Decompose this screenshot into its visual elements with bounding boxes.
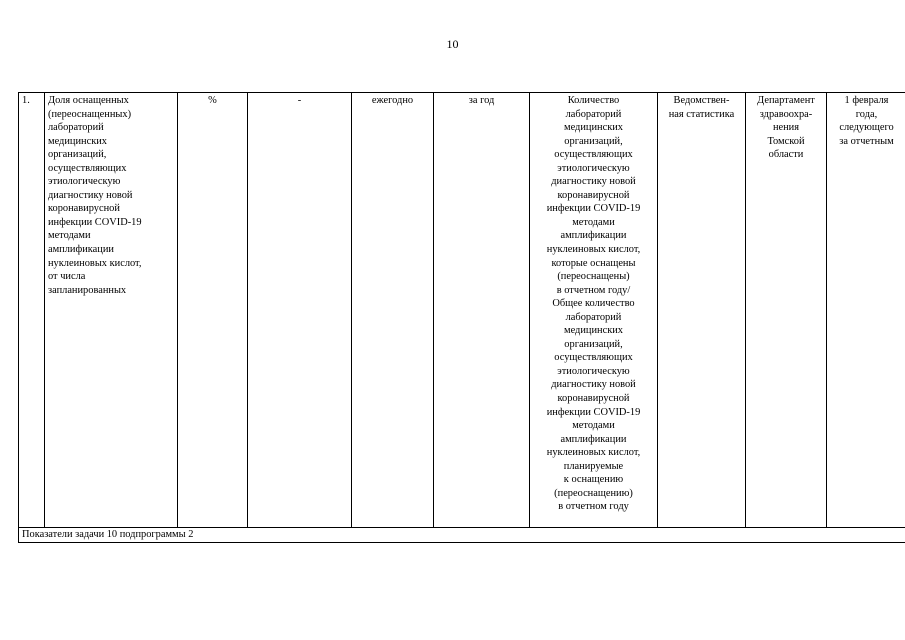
unit: % (208, 95, 217, 106)
page-number: 10 (446, 37, 459, 51)
section-header-text: Показатели задачи 10 подпрограммы 2 (22, 529, 194, 540)
deadline: 1 февраля года, следующего за отчетным (839, 95, 894, 147)
periodicity-cell (352, 93, 434, 528)
responsible-body: Департамент здравоохра- нения Томской области (757, 95, 815, 161)
section-header-cell (19, 528, 905, 543)
table-row (19, 93, 905, 528)
formula-cell (530, 93, 658, 528)
period-cell (434, 93, 530, 528)
row-number-cell (19, 93, 45, 528)
periodicity: ежегодно (371, 95, 414, 106)
source-cell (658, 93, 746, 528)
dash-value: - (297, 95, 302, 106)
responsible-cell (746, 93, 827, 528)
dash-cell (248, 93, 352, 528)
unit-cell (178, 93, 248, 528)
indicator-name-cell (45, 93, 178, 528)
indicator-table (18, 92, 905, 543)
formula: Количество лабораторий медицинских организаций, осуществляющих этиологическую диагностику новой коронавирусной инфекции COVID-19 методами амплификации нуклеиновых кислот, которые оснащены (переоснащены) в отчетном году/ Общее количество лабораторий медицинских организаций, осуществляющих этиологическую диагностику новой коронавирусной инфекции COVID-19 методами амплификации нуклеиновых кислот, планируемые к оснащению (переоснащению) в отчетном году (546, 95, 641, 513)
data-source: Ведомствен- ная статистика (668, 95, 735, 120)
deadline-cell (827, 93, 905, 528)
section-header-row (19, 528, 905, 543)
indicator-name: Доля оснащенных (переоснащенных) лабораторий медицинских организаций, осуществляющих этиологическую диагностику новой коронавирусной инфекции COVID-19 методами амплификации нуклеиновых кислот, от числа запланированных (48, 95, 142, 296)
period: за год (468, 95, 495, 106)
row-number: 1. (22, 95, 30, 106)
